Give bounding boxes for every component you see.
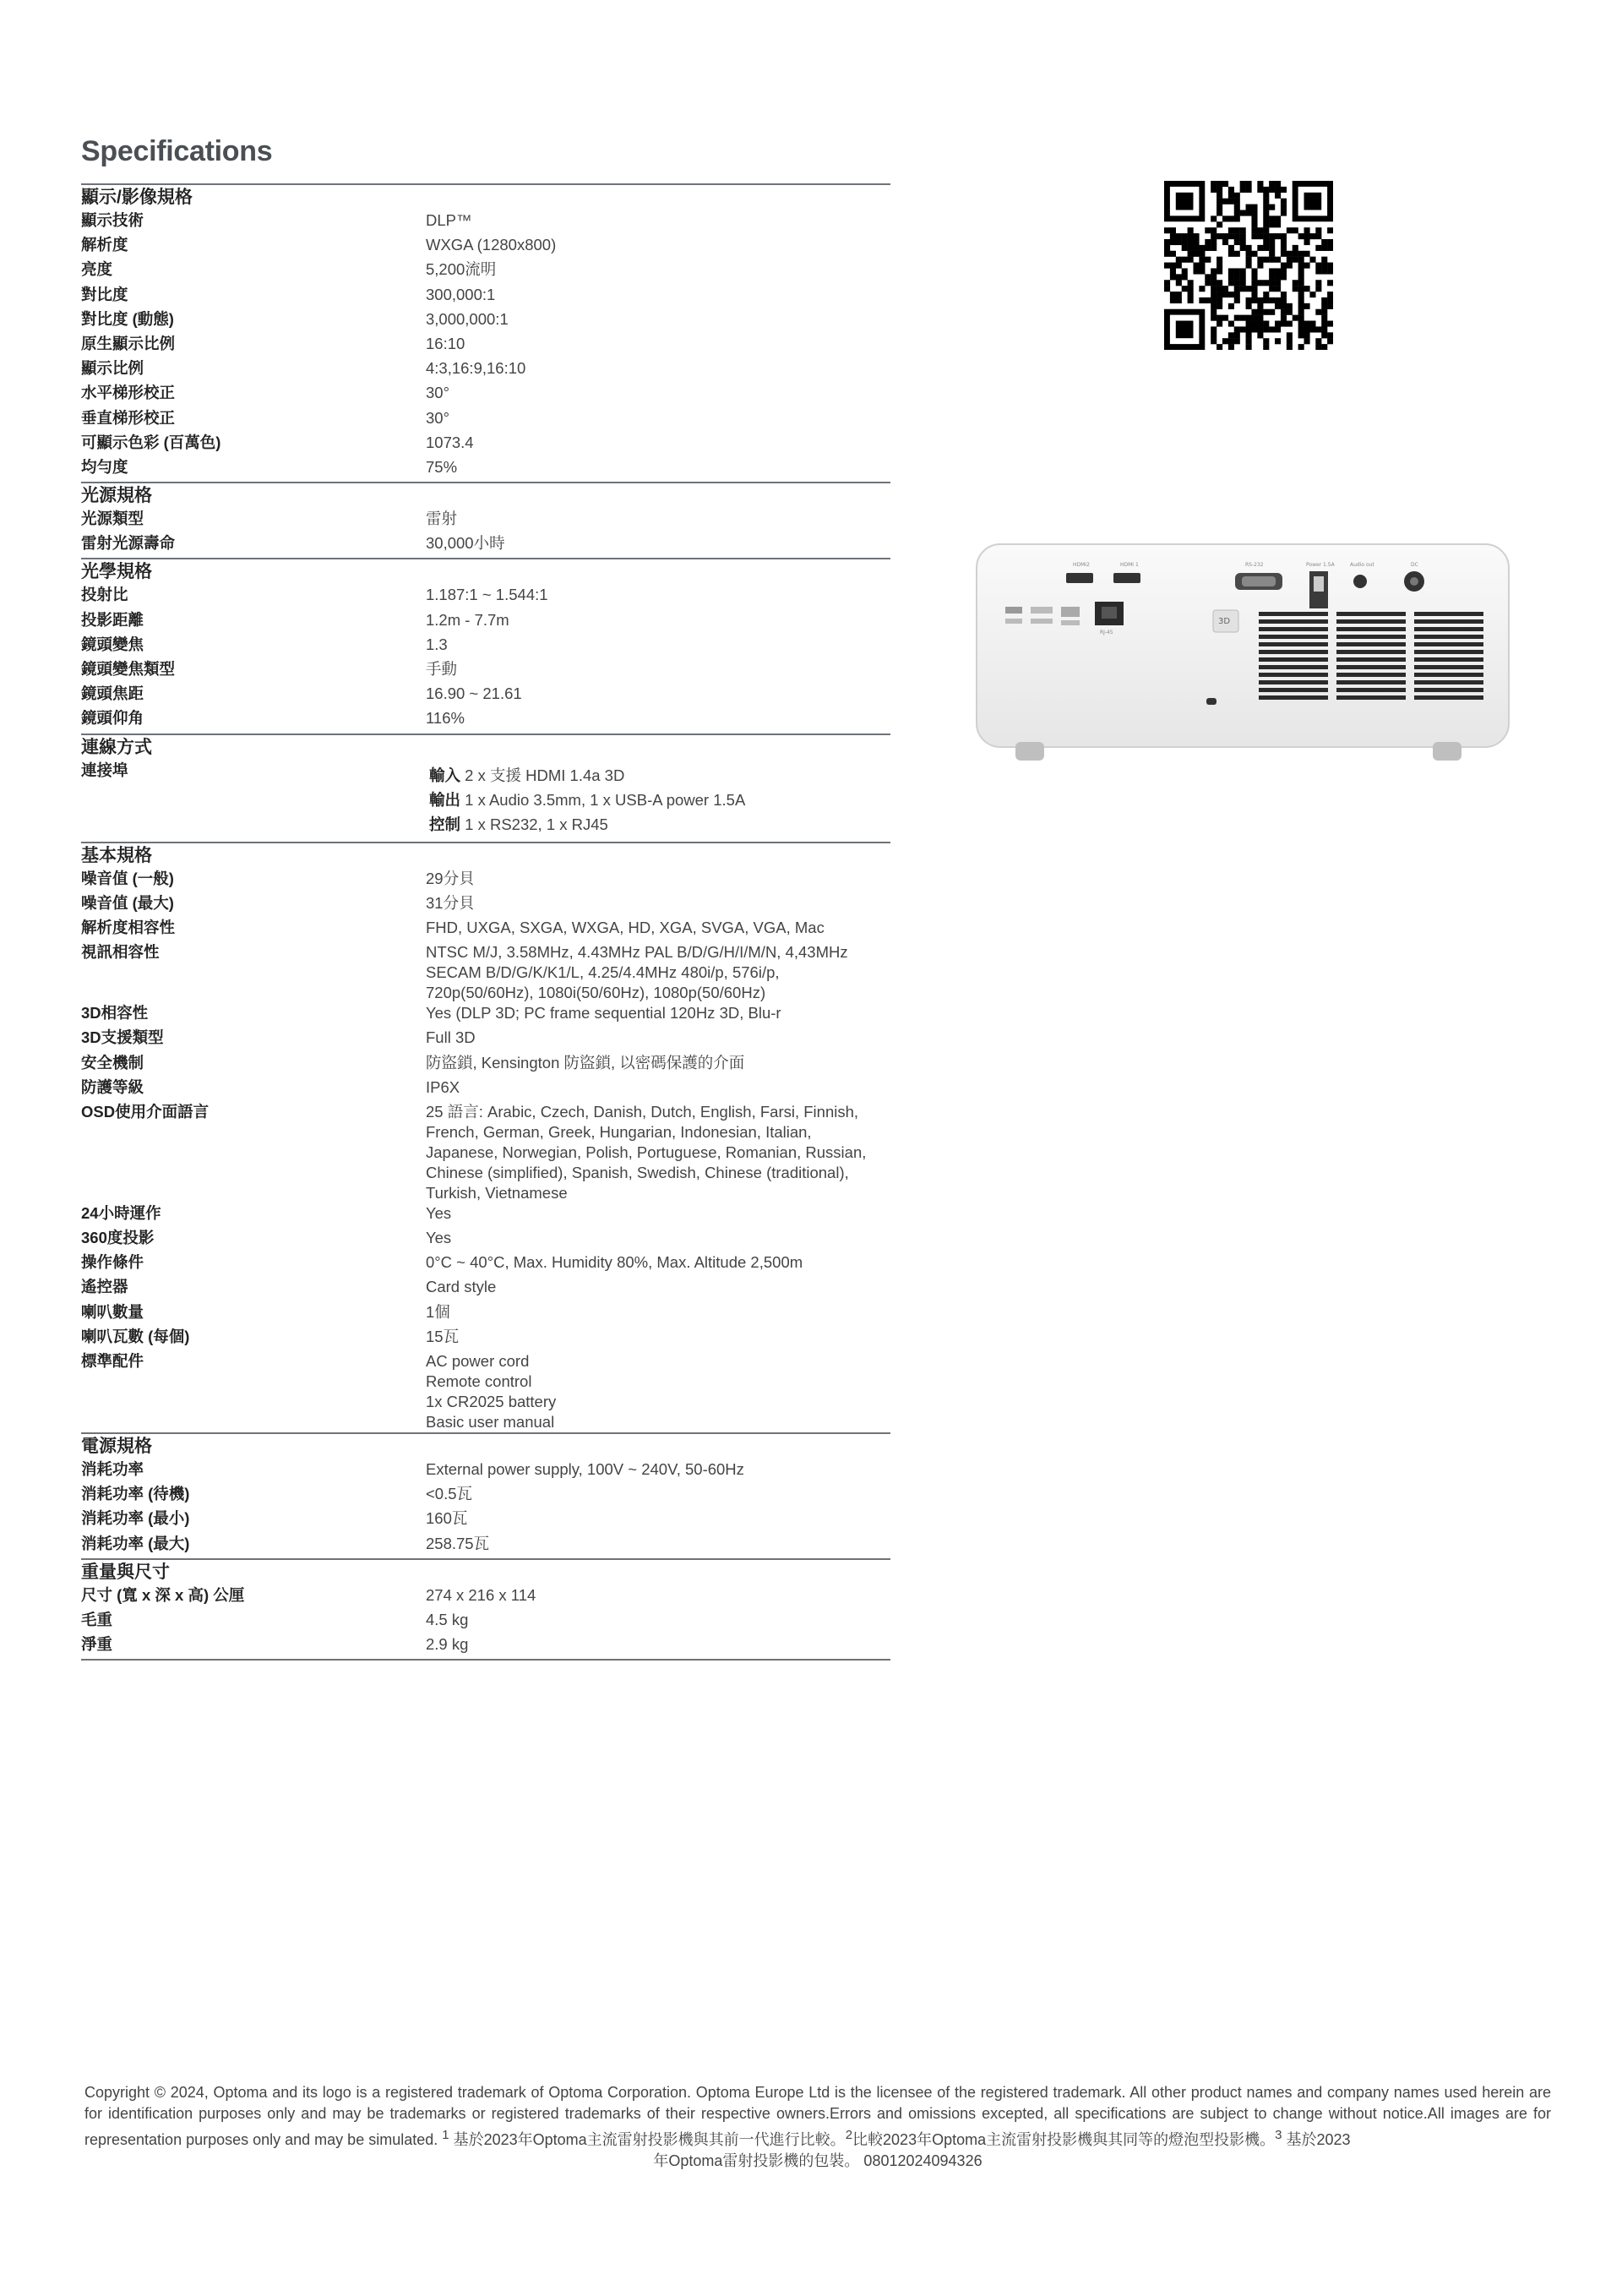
spec-row [81, 1534, 890, 1558]
section-heading: 基本規格 [81, 845, 152, 865]
spec-value: 5,200流明 [426, 260, 497, 279]
spec-value: 16:10 [426, 334, 465, 352]
spec-row [81, 358, 890, 383]
spec-value: 4.5 kg [426, 1610, 469, 1628]
spec-label: 安全機制 [81, 1053, 144, 1072]
spec-label: 可顯示色彩 (百萬色) [81, 433, 221, 451]
spec-value: 30,000小時 [426, 534, 505, 553]
spec-label: 垂直梯形校正 [81, 408, 176, 427]
spec-value: 手動 [426, 660, 458, 678]
spec-label: 操作條件 [81, 1253, 144, 1272]
footer-copyright: Copyright © 2024, Optoma and its logo is a registered trademark of Optoma Corporation. Optoma Europe Ltd is the licensee of the registered trademark. All other product names and company names used herein are for identification purposes only and may be trademarks or registered trademarks of their respective owners.Errors and omissions excepted, all specifications are subject to change without notice.All images are for representation purposes only and may be simulated. $^1$ 基於2023年Optoma主流雷射投影機與其前一代進行比較。$^2$比較2023年Optoma主流雷射投影機與其同等的燈泡型投影機。$^3$ 基於2023 年Optoma雷射投影機的包裝。 08012024094326 [84, 2084, 1551, 2169]
spec-label: 原生顯示比例 [81, 334, 176, 352]
spec-label: 標準配件 [81, 1352, 144, 1370]
spec-value: AC power cord Remote control 1x CR2025 battery Basic user manual [426, 1352, 557, 1431]
spec-label: 毛重 [81, 1610, 113, 1628]
spec-value: 0°C ~ 40°C, Max. Humidity 80%, Max. Altitude 2,500m [426, 1253, 803, 1272]
hdmi1-label: HDMI 1 [1120, 562, 1139, 568]
spec-row [81, 1351, 890, 1432]
spec-value: Yes (DLP 3D; PC frame sequential 120Hz 3D, Blu-r [426, 1004, 781, 1023]
spec-row [81, 1228, 890, 1252]
spec-row [81, 942, 890, 1003]
spec-row [81, 918, 890, 942]
power-label: Power 1.5A [1306, 562, 1335, 568]
spec-value: WXGA (1280x800) [426, 236, 557, 254]
port-type: 輸入 [429, 766, 461, 784]
spec-value: 75% [426, 457, 458, 476]
spec-label: 視訊相容性 [81, 943, 160, 962]
spec-row [81, 1508, 890, 1533]
section-heading: 連線方式 [81, 737, 152, 757]
spec-value: Card style [426, 1278, 497, 1296]
spec-value: 2.9 kg [426, 1635, 469, 1654]
spec-row [81, 1077, 890, 1102]
section-heading: 電源規格 [81, 1437, 152, 1456]
port-detail: 1 x Audio 3.5mm, 1 x USB-A power 1.5A [460, 790, 746, 809]
spec-value: <0.5瓦 [426, 1485, 473, 1503]
spec-label: 鏡頭焦距 [81, 684, 144, 703]
spec-row [81, 1277, 890, 1301]
spec-row [81, 684, 890, 708]
projector-rear-image [973, 541, 1514, 777]
spec-label: 360度投影 [81, 1229, 155, 1247]
spec-row [81, 585, 890, 609]
spec-value: Yes [426, 1229, 452, 1247]
spec-section [81, 183, 890, 482]
spec-label: 防護等級 [81, 1077, 144, 1096]
spec-row [81, 1203, 890, 1228]
spec-section [81, 842, 890, 1432]
spec-label: 連接埠 [81, 761, 128, 779]
section-heading: 光學規格 [81, 562, 152, 582]
spec-label: 遙控器 [81, 1278, 128, 1296]
spec-label: 3D相容性 [81, 1004, 149, 1023]
port-type: 控制 [429, 815, 461, 833]
spec-value: 116% [426, 709, 465, 728]
spec-section [81, 1558, 890, 1661]
spec-value: 1.187:1 ~ 1.544:1 [426, 586, 548, 604]
spec-label: 消耗功率 (最大) [81, 1534, 190, 1552]
spec-row [81, 1053, 890, 1077]
spec-label: 24小時運作 [81, 1203, 161, 1222]
spec-value: Full 3D [426, 1028, 476, 1047]
spec-row [81, 235, 890, 259]
spec-value: 1.2m - 7.7m [426, 610, 509, 629]
spec-row [81, 1252, 890, 1277]
spec-section [81, 734, 890, 842]
hdmi2-label: HDMI2 [1073, 562, 1090, 568]
spec-label: 投影距離 [81, 610, 144, 629]
spec-row [81, 1327, 890, 1351]
spec-table [81, 183, 890, 1661]
spec-value: 雷射 [426, 510, 458, 528]
spec-label: OSD使用介面語言 [81, 1102, 210, 1121]
spec-row [81, 708, 890, 733]
section-heading: 顯示/影像規格 [81, 188, 193, 207]
spec-label: 水平梯形校正 [81, 384, 176, 402]
spec-label: 喇叭瓦數 (每個) [81, 1327, 190, 1345]
spec-label: 消耗功率 (待機) [81, 1485, 190, 1503]
rs232-label: RS-232 [1245, 562, 1264, 568]
spec-value: 25 語言: Arabic, Czech, Danish, Dutch, English, Farsi, Finnish, French, German, Greek, Hungarian, Indonesian, Italian, Japanese, Norwegian, Polish, Portuguese, Romanian, Russian, Chinese (simplified), Spanish, Swedish, Chinese (traditional), Turkish, Vietnamese [426, 1102, 867, 1202]
spec-label: 鏡頭仰角 [81, 709, 144, 728]
spec-label: 鏡頭變焦類型 [81, 660, 176, 678]
spec-value: 16.90 ~ 21.61 [426, 684, 522, 703]
spec-row [81, 761, 890, 837]
spec-row [81, 259, 890, 284]
spec-value: 300,000:1 [426, 285, 496, 303]
3d-badge: 3D [1218, 617, 1231, 626]
spec-label: 噪音值 (最大) [81, 893, 174, 912]
port-detail: 2 x 支援 HDMI 1.4a 3D [460, 766, 625, 784]
spec-value: 1個 [426, 1302, 450, 1321]
spec-row [81, 533, 890, 558]
spec-row [81, 334, 890, 358]
spec-label: 光源類型 [81, 510, 144, 528]
dc-label: DC [1411, 562, 1418, 568]
spec-row [81, 1302, 890, 1327]
spec-label: 雷射光源壽命 [81, 534, 176, 553]
spec-label: 對比度 [81, 285, 128, 303]
spec-value: 4:3,16:9,16:10 [426, 359, 526, 378]
spec-row [81, 285, 890, 309]
spec-value: 30° [426, 384, 449, 402]
spec-row [81, 869, 890, 893]
spec-value: 31分貝 [426, 893, 475, 912]
spec-row [81, 1634, 890, 1659]
spec-label: 解析度 [81, 236, 128, 254]
spec-section [81, 1432, 890, 1558]
spec-label: 淨重 [81, 1635, 113, 1654]
spec-row [81, 1484, 890, 1508]
spec-value: 30° [426, 408, 449, 427]
spec-label: 顯示比例 [81, 359, 144, 378]
spec-row [81, 408, 890, 433]
spec-row [81, 610, 890, 635]
spec-label: 3D支援類型 [81, 1028, 164, 1047]
spec-value: DLP™ [426, 211, 472, 229]
spec-value: 15瓦 [426, 1327, 460, 1345]
spec-value: 258.75瓦 [426, 1534, 490, 1552]
spec-section [81, 482, 890, 558]
qr-code [1164, 181, 1333, 350]
spec-label: 均勻度 [81, 457, 128, 476]
spec-row [81, 457, 890, 482]
spec-value: 1.3 [426, 635, 448, 653]
spec-value: FHD, UXGA, SXGA, WXGA, HD, XGA, SVGA, VGA, Mac [426, 918, 825, 936]
spec-row [81, 309, 890, 334]
spec-label: 鏡頭變焦 [81, 635, 144, 653]
spec-row [81, 1459, 890, 1484]
spec-label: 對比度 (動態) [81, 309, 174, 328]
spec-row [81, 383, 890, 407]
spec-value: Yes [426, 1203, 452, 1222]
spec-label: 投射比 [81, 586, 128, 604]
spec-row [81, 1585, 890, 1610]
spec-row [81, 210, 890, 235]
spec-value: External power supply, 100V ~ 240V, 50-60Hz [426, 1460, 744, 1478]
rj45-label: RJ-45 [1100, 630, 1113, 635]
spec-label: 喇叭數量 [81, 1302, 144, 1321]
spec-row [81, 1003, 890, 1028]
spec-value: IP6X [426, 1077, 460, 1096]
spec-label: 亮度 [81, 260, 113, 279]
spec-section [81, 558, 890, 733]
spec-row [81, 433, 890, 457]
spec-value: 274 x 216 x 114 [426, 1585, 536, 1604]
spec-label: 消耗功率 [81, 1460, 144, 1478]
spec-row [81, 635, 890, 659]
spec-label: 消耗功率 (最小) [81, 1509, 190, 1528]
spec-value: 29分貝 [426, 869, 475, 887]
spec-value: 防盜鎖, Kensington 防盜鎖, 以密碼保護的介面 [426, 1053, 745, 1072]
port-type: 輸出 [429, 790, 461, 809]
spec-label: 顯示技術 [81, 211, 144, 229]
spec-value: 1073.4 [426, 433, 474, 451]
page-title: Specifications [81, 135, 273, 167]
spec-label: 噪音值 (一般) [81, 869, 174, 887]
spec-row [81, 1102, 890, 1203]
spec-label: 尺寸 (寬 x 深 x 高) 公厘 [81, 1585, 245, 1604]
spec-value: NTSC M/J, 3.58MHz, 4.43MHz PAL B/D/G/H/I/M/N, 4,43MHz SECAM B/D/G/K/K1/L, 4.25/4.4MHz 480i/p, 576i/p, 720p(50/60Hz), 1080i(50/60Hz), 1080p(50/60Hz) [426, 943, 848, 1002]
port-detail: 1 x RS232, 1 x RJ45 [460, 815, 608, 833]
section-heading: 光源規格 [81, 486, 152, 506]
spec-row [81, 509, 890, 533]
audio-label: Audio out [1350, 562, 1374, 568]
spec-value: 160瓦 [426, 1509, 468, 1528]
spec-label: 解析度相容性 [81, 918, 176, 936]
section-heading: 重量與尺寸 [81, 1562, 170, 1582]
spec-row [81, 893, 890, 918]
spec-row [81, 1610, 890, 1634]
spec-row [81, 659, 890, 684]
spec-value [426, 761, 882, 837]
spec-row [81, 1028, 890, 1052]
spec-value: 3,000,000:1 [426, 309, 509, 328]
